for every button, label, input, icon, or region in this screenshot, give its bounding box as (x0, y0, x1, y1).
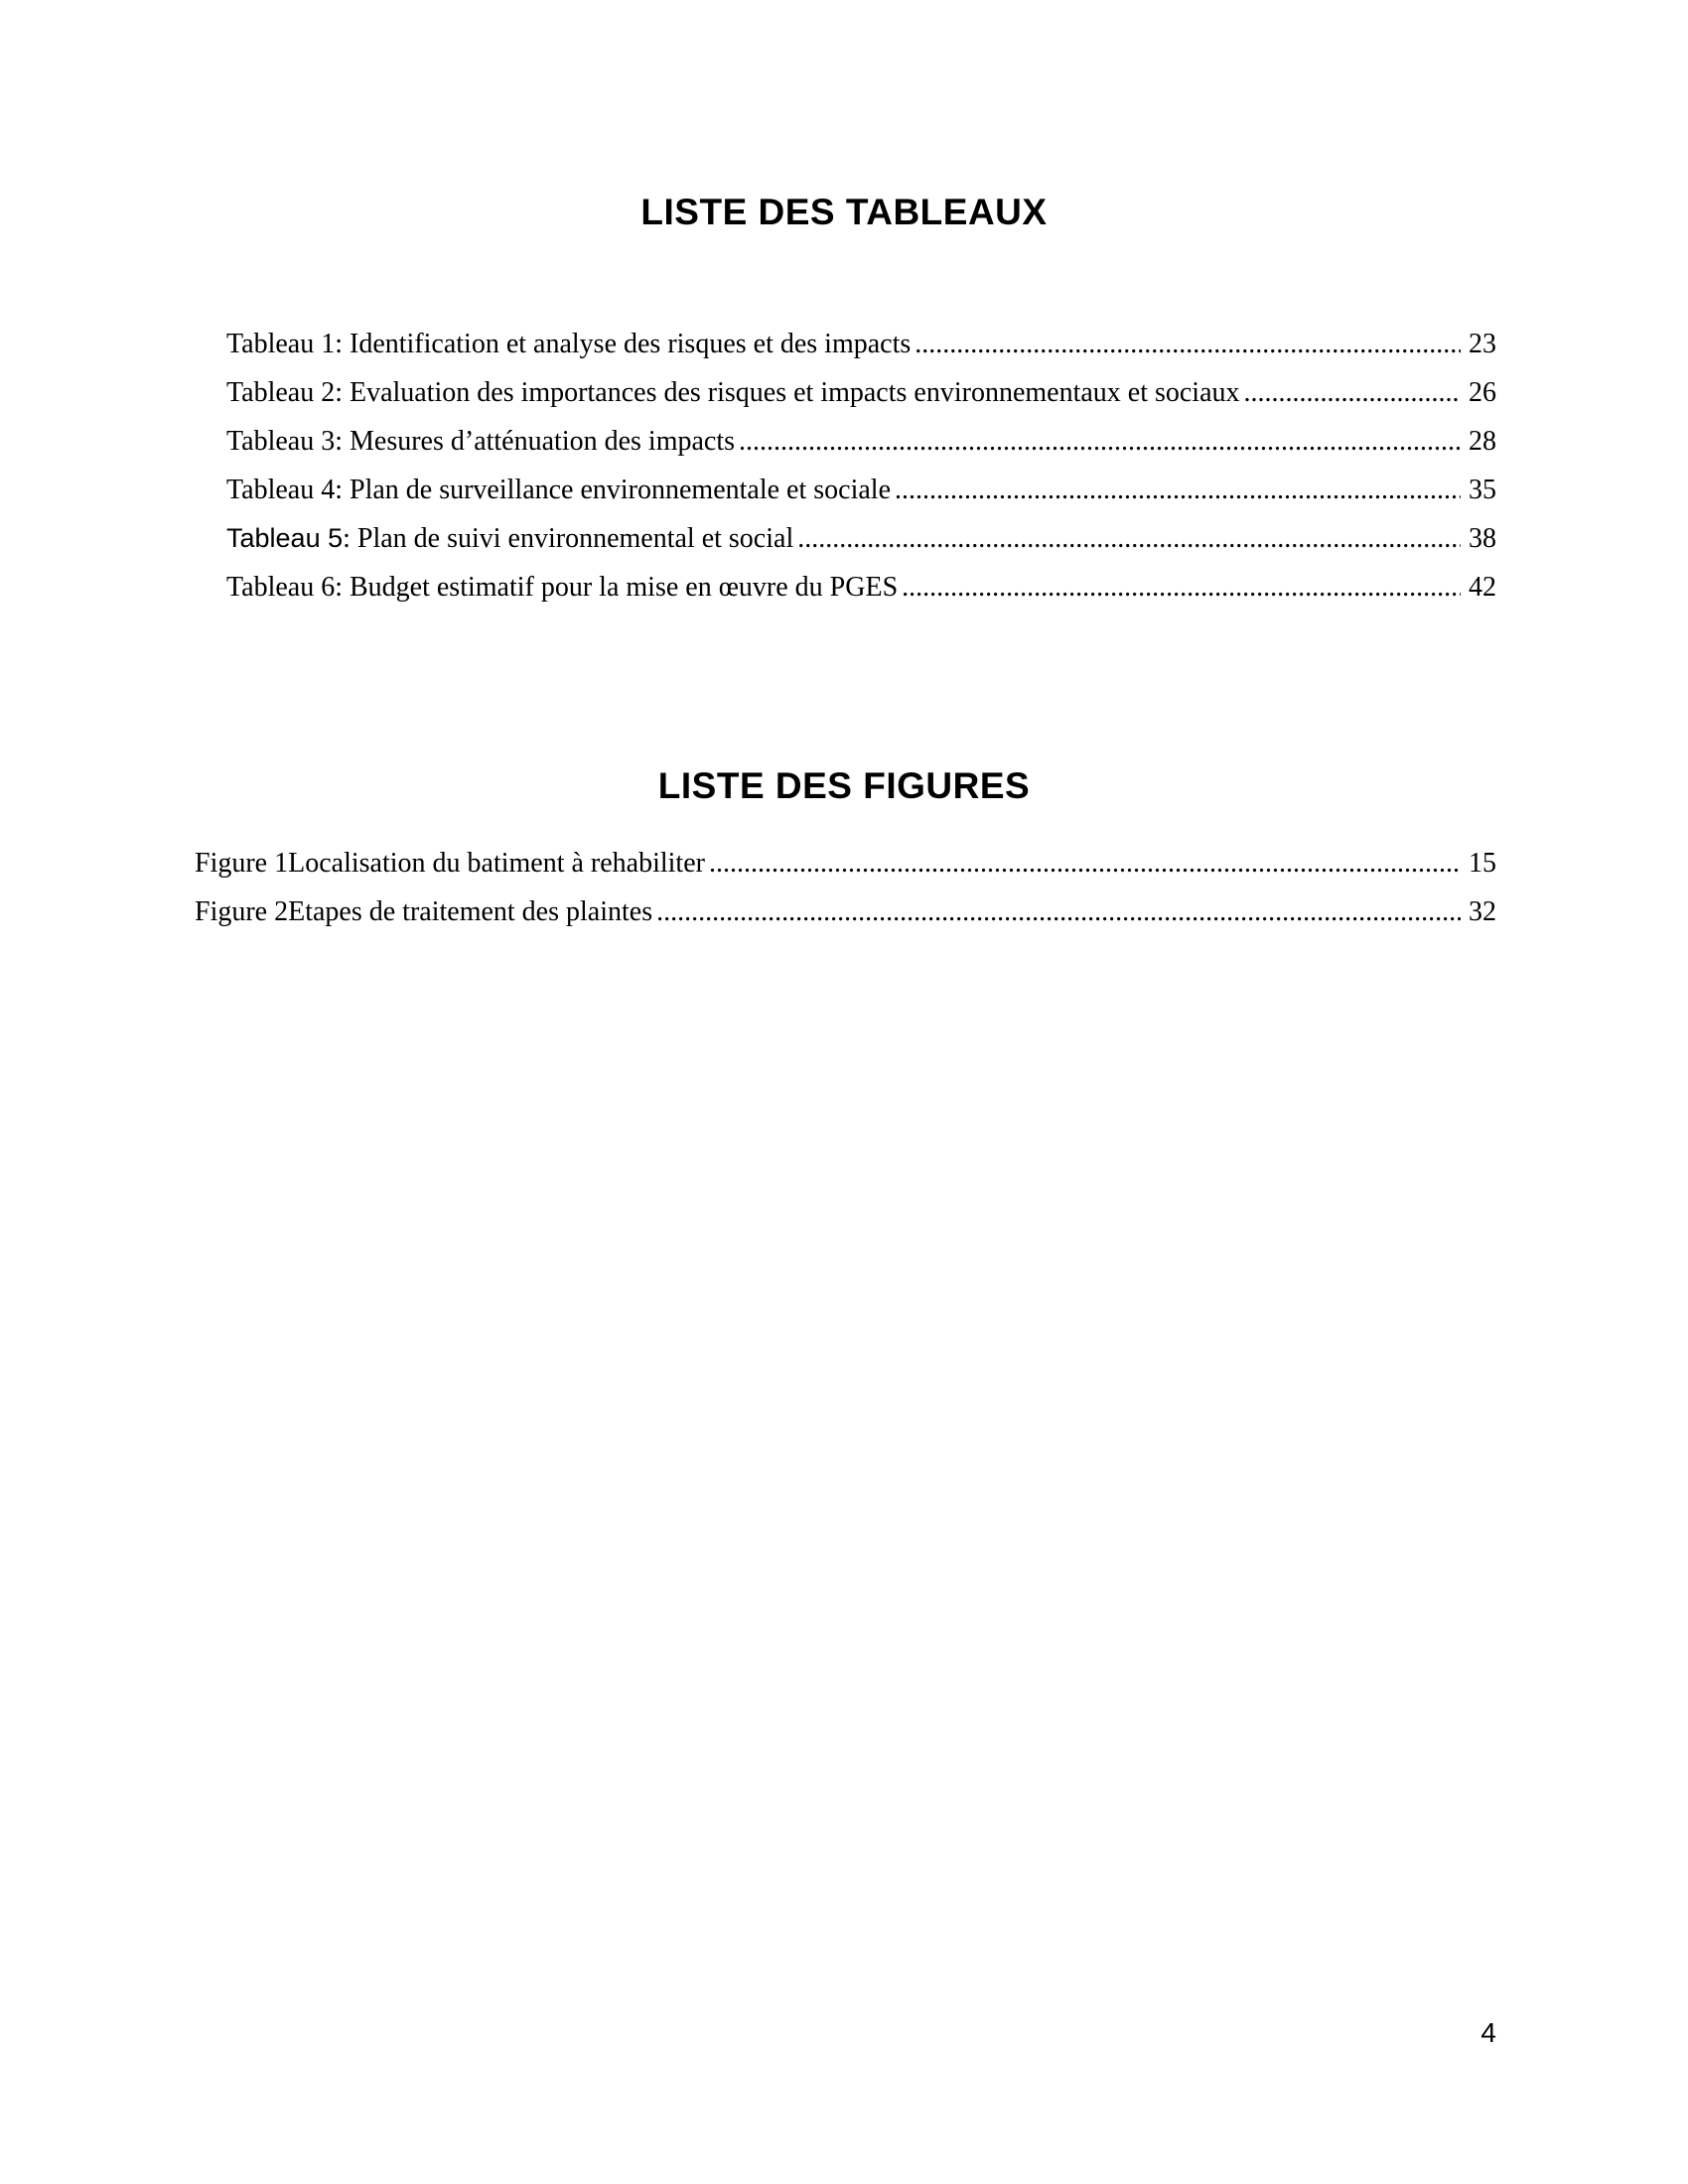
dot-leader (902, 572, 1461, 604)
toc-entry-label: Tableau 2 (226, 377, 336, 408)
tables-list-heading: LISTE DES TABLEAUX (640, 192, 1048, 232)
dot-leader (739, 426, 1461, 458)
toc-entry-title: : Mesures d’atténuation des impacts (335, 426, 736, 457)
toc-entry-label: Figure 2 (195, 896, 289, 927)
dot-leader (914, 329, 1461, 360)
toc-entry-page: 28 (1469, 426, 1496, 457)
toc-entry-label: Tableau 5 (226, 523, 344, 553)
toc-entry-label: Tableau 1 (226, 329, 336, 359)
toc-entry-tableau-2[interactable] (226, 377, 1496, 426)
toc-entry-title: Etapes de traitement des plaintes (288, 896, 653, 927)
toc-entry-tableau-6[interactable] (226, 572, 1496, 620)
toc-entry-label: Tableau 3 (226, 426, 336, 457)
toc-entry-tableau-5[interactable] (226, 523, 1496, 572)
toc-entry-title: : Identification et analyse des risques et des impacts (335, 329, 912, 359)
toc-entry-title: Localisation du batiment à rehabiliter (288, 848, 705, 879)
figures-list-heading: LISTE DES FIGURES (657, 765, 1031, 806)
toc-entry-tableau-3[interactable] (226, 426, 1496, 475)
toc-entry-tableau-1[interactable] (226, 329, 1496, 377)
toc-entry-title: : Plan de suivi environnemental et social (343, 523, 794, 554)
dot-leader (895, 475, 1461, 506)
toc-entry-label: Tableau 6 (226, 572, 336, 603)
toc-entry-title: : Evaluation des importances des risques et impacts environnementaux et sociaux (335, 377, 1240, 408)
page-number: 4 (1480, 2017, 1496, 2048)
toc-entry-figure-1[interactable] (195, 848, 1496, 896)
toc-entry-page: 35 (1469, 475, 1496, 505)
toc-entry-page: 23 (1469, 329, 1496, 359)
dot-leader (709, 848, 1461, 880)
toc-entry-title: : Budget estimatif pour la mise en œuvre du PGES (335, 572, 899, 603)
toc-entry-title: : Plan de surveillance environnementale et sociale (335, 475, 891, 505)
toc-entry-label: Figure 1 (195, 848, 289, 879)
dot-leader (797, 523, 1461, 555)
toc-entry-figure-2[interactable] (195, 896, 1496, 945)
dot-leader (1244, 377, 1461, 409)
toc-entry-page: 38 (1469, 523, 1496, 554)
tables-list (226, 329, 1496, 620)
toc-entry-page: 15 (1469, 848, 1496, 879)
toc-entry-label: Tableau 4 (226, 475, 336, 505)
figures-list (195, 848, 1496, 945)
toc-entry-tableau-4[interactable] (226, 475, 1496, 523)
toc-entry-page: 42 (1469, 572, 1496, 603)
dot-leader (656, 896, 1461, 928)
toc-entry-page: 26 (1469, 377, 1496, 408)
toc-entry-page: 32 (1469, 896, 1496, 927)
